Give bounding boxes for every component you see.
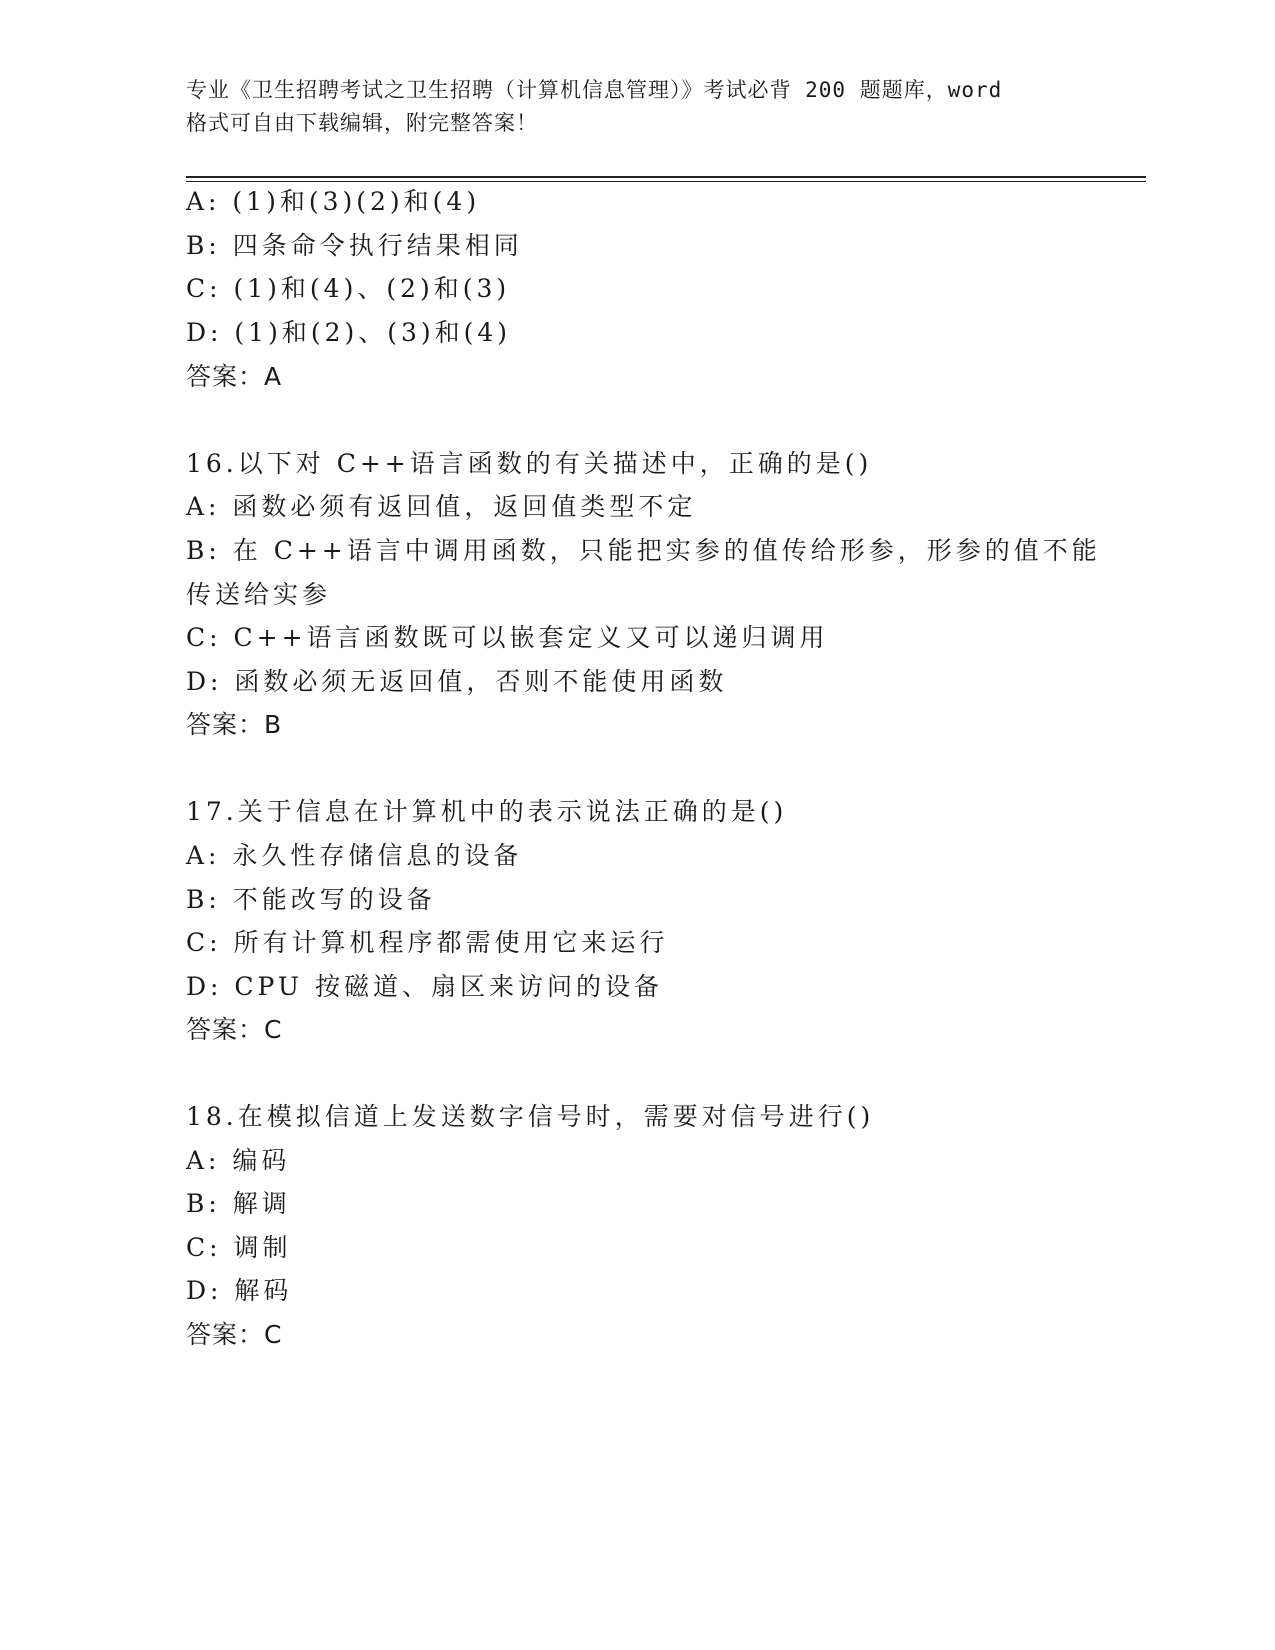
q17-option-a: A: 永久性存储信息的设备	[186, 841, 523, 870]
header-line-2: 格式可自由下载编辑，附完整答案！	[186, 111, 538, 135]
q16-option-d: D: 函数必须无返回值，否则不能使用函数	[186, 667, 728, 696]
q17-option-b: B: 不能改写的设备	[186, 885, 436, 914]
document-header	[186, 74, 1086, 140]
q15-option-c: C: (1)和(4)、(2)和(3)	[186, 274, 511, 303]
q15-answer: 答案：A	[186, 362, 283, 391]
q15-option-a: A: (1)和(3)(2)和(4)	[186, 187, 481, 216]
q18-question: 18.在模拟信道上发送数字信号时，需要对信号进行()	[186, 1102, 875, 1131]
q16-option-a: A: 函数必须有返回值，返回值类型不定	[186, 492, 697, 521]
q18-option-d: D: 解码	[186, 1276, 293, 1305]
q16-answer: 答案：B	[186, 710, 283, 739]
header-rule-thin	[186, 181, 1146, 182]
q15-option-b: B: 四条命令执行结果相同	[186, 231, 523, 260]
q16-option-b-line-2: 传送给实参	[186, 580, 332, 609]
q18-option-a: A: 编码	[186, 1146, 291, 1175]
q18-option-c: C: 调制	[186, 1233, 292, 1262]
q16-question: 16.以下对 C++语言函数的有关描述中，正确的是()	[186, 449, 873, 478]
q15-option-d: D: (1)和(2)、(3)和(4)	[186, 318, 512, 347]
q16-option-b-line-1: B: 在 C++语言中调用函数，只能把实参的值传给形参，形参的值不能	[186, 536, 1101, 565]
q18-answer: 答案：C	[186, 1320, 283, 1349]
header-line-1: 专业《卫生招聘考试之卫生招聘（计算机信息管理）》考试必背 200 题题库，word	[186, 78, 1003, 102]
q17-question: 17.关于信息在计算机中的表示说法正确的是()	[186, 797, 788, 826]
document-page	[186, 0, 1146, 1650]
q17-option-d: D: CPU 按磁道、扇区来访问的设备	[186, 972, 663, 1001]
header-rule-thick	[186, 176, 1146, 178]
q17-option-c: C: 所有计算机程序都需使用它来运行	[186, 928, 669, 957]
q16-option-c: C: C++语言函数既可以嵌套定义又可以递归调用	[186, 623, 829, 652]
q18-option-b: B: 解调	[186, 1189, 291, 1218]
q17-answer: 答案：C	[186, 1015, 283, 1044]
